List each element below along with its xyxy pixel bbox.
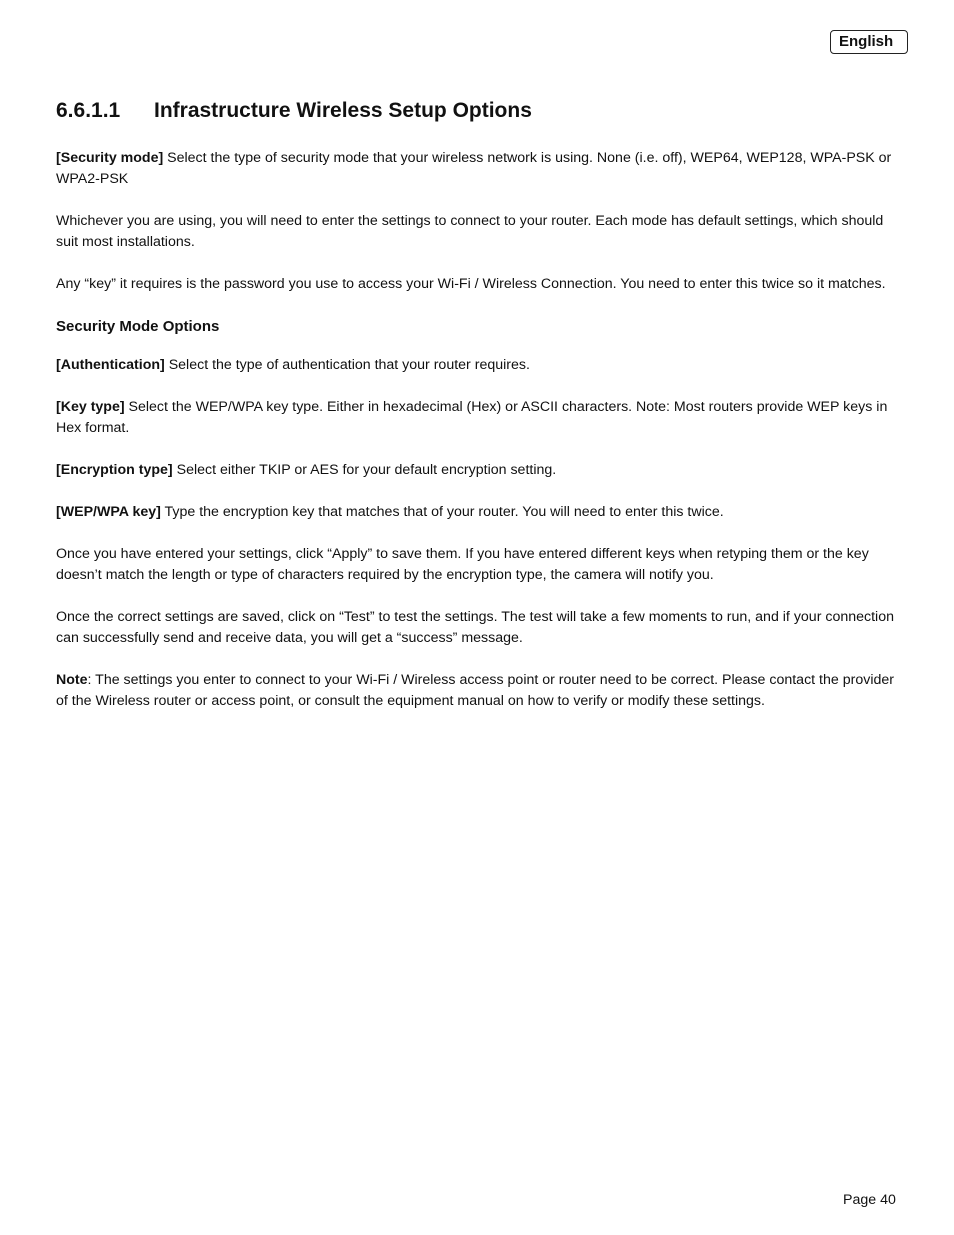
key-type-text: Select the WEP/WPA key type. Either in hexadecimal (Hex) or ASCII characters. Note: Most routers provide WEP keys in Hex format. — [56, 399, 888, 436]
encryption-type-paragraph — [56, 460, 902, 481]
section-title: Infrastructure Wireless Setup Options — [154, 99, 532, 122]
wep-wpa-key-paragraph — [56, 502, 902, 523]
whichever-paragraph: Whichever you are using, you will need to enter the settings to connect to your router. Each mode has default settings, which should suit most installations. — [56, 213, 884, 250]
security-mode-text: Select the type of security mode that your wireless network is using. None (i.e. off), WEP64, WEP128, WPA-PSK or WPA2-PSK — [56, 150, 892, 187]
authentication-label: [Authentication] — [56, 357, 165, 373]
page-number: Page 40 — [843, 1192, 896, 1208]
apply-paragraph: Once you have entered your settings, click “Apply” to save them. If you have entered different keys when retyping them or the key doesn’t match the length or type of characters required by the encryption type, the camera will notify you. — [56, 546, 869, 583]
security-mode-label: [Security mode] — [56, 150, 164, 166]
authentication-text: Select the type of authentication that your router requires. — [164, 357, 530, 373]
wep-wpa-key-text: Type the encryption key that matches that of your router. You will need to enter this twice. — [160, 504, 724, 520]
key-type-label: [Key type] — [56, 399, 125, 415]
note-label: Note — [56, 672, 88, 688]
section-number: 6.6.1.1 — [56, 99, 121, 122]
security-mode-paragraph — [56, 148, 902, 190]
language-badge: English — [830, 30, 908, 54]
authentication-paragraph — [56, 355, 902, 376]
wep-wpa-key-label: [WEP/WPA key] — [56, 504, 161, 520]
test-paragraph: Once the correct settings are saved, click on “Test” to test the settings. The test will take a few moments to run, and if your connection can successfully send and receive data, you will get a “success” message. — [56, 609, 894, 646]
section-heading — [56, 99, 532, 123]
note-paragraph — [56, 670, 902, 712]
encryption-type-text: Select either TKIP or AES for your default encryption setting. — [172, 462, 557, 478]
key-type-paragraph — [56, 397, 902, 439]
key-paragraph: Any “key” it requires is the password you use to access your Wi-Fi / Wireless Connection. You need to enter this twice so it matches. — [56, 276, 886, 292]
note-text: : The settings you enter to connect to your Wi-Fi / Wireless access point or router need to be correct. Please contact the provider of the Wireless router or access point, or consult the equipment manual on how to verify or modify these settings. — [56, 672, 894, 709]
document-body — [56, 148, 902, 733]
encryption-type-label: [Encryption type] — [56, 462, 173, 478]
security-mode-options-heading: Security Mode Options — [56, 318, 220, 335]
